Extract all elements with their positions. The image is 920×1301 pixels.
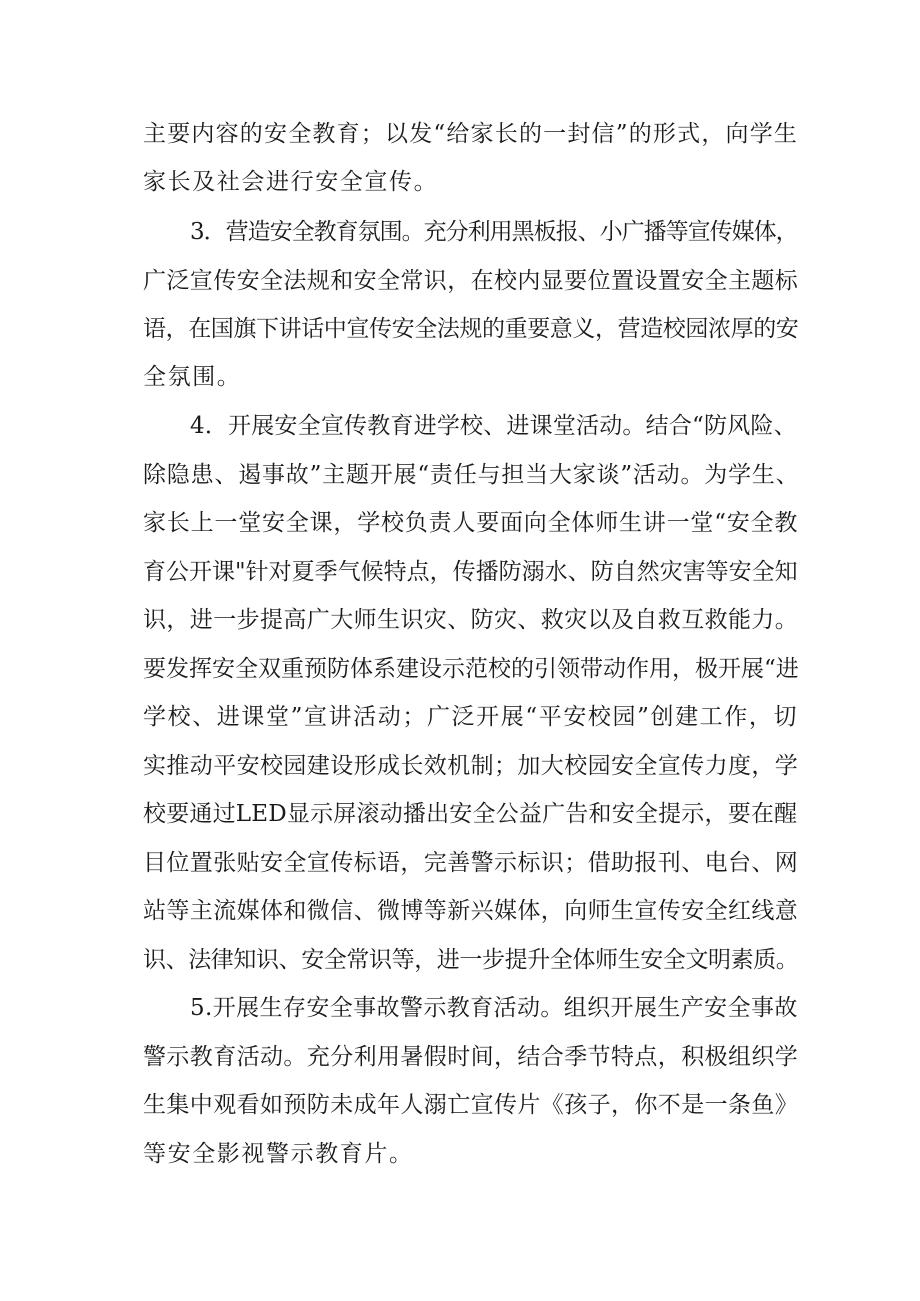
text-line: 校要通过LED显示屏滚动播出安全公益广告和安全提示，要在醒 xyxy=(143,801,798,827)
text-line: 语，在国旗下讲话中宣传安全法规的重要意义，营造校园浓厚的安 xyxy=(143,316,799,342)
text-line: 等安全影视警示教育片。 xyxy=(143,1141,414,1167)
text-line: 警示教育活动。充分利用暑假时间，结合季节特点，积极组织学 xyxy=(143,1044,799,1070)
text-line: 家长上一堂安全课，学校负责人要面向全体师生讲一堂“安全教 xyxy=(143,510,799,536)
paragraph-5-start: 5.开展生存安全事故警示教育活动。组织开展生产安全事故 xyxy=(190,995,798,1021)
paragraph-4-start: 4．开展安全宣传教育进学校、进课堂活动。结合“防风险、 xyxy=(190,413,797,439)
text-line: 主要内容的安全教育；以发“给家长的一封信”的形式，向学生 xyxy=(143,121,799,147)
text-line: 站等主流媒体和微信、微博等新兴媒体，向师生宣传安全红线意 xyxy=(143,898,799,924)
text-line: 要发挥安全双重预防体系建设示范校的引领带动作用，极开展“进 xyxy=(143,656,799,682)
text-line: 家长及社会进行安全宣传。 xyxy=(143,169,439,195)
text-line: 生集中观看如预防未成年人溺亡宣传片《孩子，你不是一条鱼》 xyxy=(143,1092,799,1118)
text-line: 除隐患、遏事故”主题开展“责任与担当大家谈”活动。为学生、 xyxy=(143,462,800,488)
text-line: 育公开课"针对夏季气候特点，传播防溺水、防自然灾害等安全知 xyxy=(143,559,798,585)
text-line: 实推动平安校园建设形成长效机制；加大校园安全宣传力度，学 xyxy=(143,753,799,779)
text-line: 学校、进课堂”宣讲活动；广泛开展“平安校园”创建工作，切 xyxy=(143,704,799,730)
text-line: 目位置张贴安全宣传标语，完善警示标识；借助报刊、电台、网 xyxy=(143,850,799,876)
text-line: 识，进一步提高广大师生识灾、防灾、救灾以及自救互救能力。 xyxy=(143,607,799,633)
paragraph-3-start: 3．营造安全教育氛围。充分利用黑板报、小广播等宣传媒体， xyxy=(190,219,798,245)
text-line: 识、法律知识、安全常识等，进一步提升全体师生安全文明素质。 xyxy=(143,947,799,973)
text-line: 广泛宣传安全法规和安全常识，在校内显要位置设置安全主题标 xyxy=(143,268,799,294)
text-line: 全氛围。 xyxy=(143,364,242,390)
